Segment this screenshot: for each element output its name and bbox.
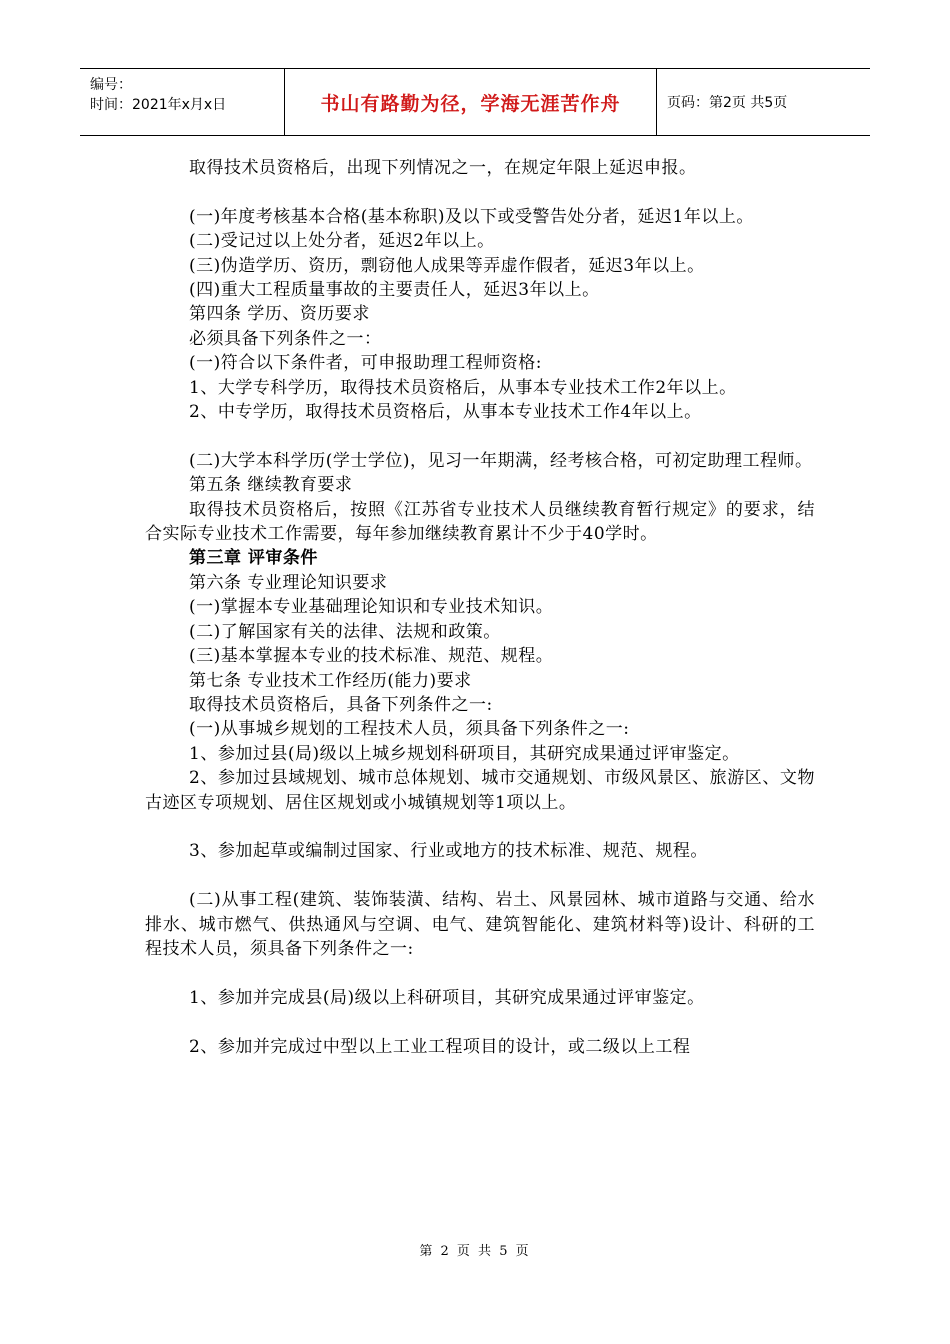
paragraph: 2、参加过县域规划、城市总体规划、城市交通规划、市级风景区、旅游区、文物古迹区专项规划、居住区规划或小城镇规划等1项以上。 [145, 768, 815, 813]
document-body [145, 156, 815, 1059]
page-header [80, 68, 870, 136]
paragraph: 取得技术员资格后，具备下列条件之一: [189, 694, 493, 715]
paragraph: 2、中专学历，取得技术员资格后，从事本专业技术工作4年以上。 [189, 402, 702, 423]
paragraph: 3、参加起草或编制过国家、行业或地方的技术标准、规范、规程。 [189, 841, 708, 862]
article-heading: 第五条 继续教育要求 [189, 475, 353, 496]
article-heading: 第七条 专业技术工作经历(能力)要求 [189, 670, 472, 691]
chapter-heading: 第三章 评审条件 [189, 548, 318, 569]
page-footer [0, 1240, 950, 1259]
paragraph: 1、参加并完成县(局)级以上科研项目，其研究成果通过评审鉴定。 [189, 987, 705, 1008]
paragraph: (一)从事城乡规划的工程技术人员，须具备下列条件之一: [189, 719, 630, 740]
number-label: 编号： [90, 77, 132, 93]
header-page-info [657, 69, 870, 135]
date-label: 时间：2021年x月x日 [90, 97, 227, 113]
page-info-text: 页码：第2页 共5页 [667, 95, 788, 111]
paragraph: 2、参加并完成过中型以上工业工程项目的设计，或二级以上工程 [189, 1036, 691, 1057]
article-heading: 第六条 专业理论知识要求 [189, 572, 388, 593]
paragraph: 1、大学专科学历，取得技术员资格后，从事本专业技术工作2年以上。 [189, 377, 737, 398]
paragraph: 1、参加过县(局)级以上城乡规划科研项目，其研究成果通过评审鉴定。 [189, 743, 740, 764]
header-motto-cell [285, 69, 657, 135]
paragraph: 取得技术员资格后，按照《江苏省专业技术人员继续教育暂行规定》的要求，结合实际专业技术工作需要，每年参加继续教育累计不少于40学时。 [145, 499, 815, 545]
paragraph: (二)大学本科学历(学士学位)，见习一年期满，经考核合格，可初定助理工程师。 [189, 450, 813, 471]
paragraph: (三)伪造学历、资历，剽窃他人成果等弄虚作假者，延迟3年以上。 [189, 255, 705, 276]
paragraph: (一)符合以下条件者，可申报助理工程师资格: [189, 353, 542, 374]
header-meta [80, 69, 285, 135]
article-heading: 第四条 学历、资历要求 [189, 304, 370, 325]
paragraph: (二)从事工程(建筑、装饰装潢、结构、岩土、风景园林、城市道路与交通、给水排水、城市燃气、供热通风与空调、电气、建筑智能化、建筑材料等)设计、科研的工程技术人员，须具备下列条件之一: [145, 890, 815, 959]
paragraph: (一)年度考核基本合格(基本称职)及以下或受警告处分者，延迟1年以上。 [189, 206, 754, 227]
paragraph: 必须具备下列条件之一： [189, 328, 382, 349]
paragraph: (二)受记过以上处分者，延迟2年以上。 [189, 231, 495, 252]
paragraph: (三)基本掌握本专业的技术标准、规范、规程。 [189, 646, 554, 667]
paragraph: (二)了解国家有关的法律、法规和政策。 [189, 621, 501, 642]
motto-text: 书山有路勤为径，学海无涯苦作舟 [320, 92, 621, 115]
footer-page-number: 第 2 页 共 5 页 [419, 1244, 531, 1259]
paragraph: (四)重大工程质量事故的主要责任人，延迟3年以上。 [189, 280, 600, 301]
paragraph: 取得技术员资格后，出现下列情况之一，在规定年限上延迟申报。 [189, 158, 697, 178]
paragraph: (一)掌握本专业基础理论知识和专业技术知识。 [189, 597, 554, 618]
